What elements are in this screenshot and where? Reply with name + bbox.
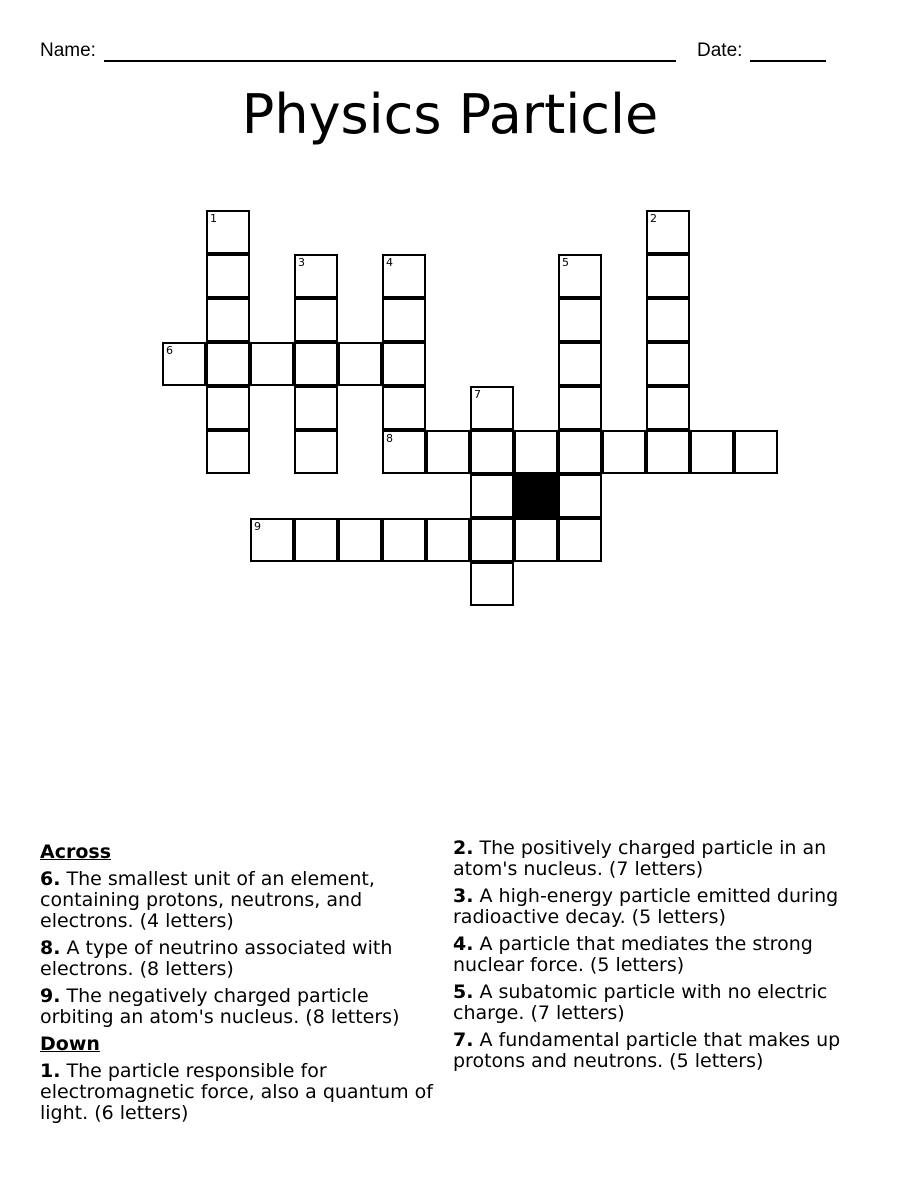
clue-text: A high-energy particle emitted during radioactive decay. (5 letters) [453, 885, 839, 928]
clue-number: 6. [40, 868, 61, 890]
crossword-cell[interactable] [382, 254, 426, 298]
crossword-cell[interactable] [646, 386, 690, 430]
crossword-cell[interactable] [646, 342, 690, 386]
down-heading: Down [40, 1033, 100, 1055]
clue-text: The negatively charged particle orbiting an atom's nucleus. (8 letters) [40, 985, 400, 1028]
crossword-cell[interactable] [294, 298, 338, 342]
clue-down-1 [40, 1061, 440, 1124]
clue-number-label: 7 [474, 388, 481, 401]
date-label: Date: [697, 40, 743, 61]
crossword-cell[interactable] [294, 386, 338, 430]
crossword-cell[interactable] [470, 430, 514, 474]
black-cell [514, 474, 558, 518]
crossword-cell[interactable] [206, 430, 250, 474]
crossword-cell[interactable] [646, 430, 690, 474]
crossword-cell[interactable] [558, 298, 602, 342]
clue-across-9 [40, 986, 440, 1028]
crossword-cell[interactable] [294, 342, 338, 386]
crossword-cell[interactable] [426, 430, 470, 474]
clues-right-column [453, 838, 873, 1078]
clue-text: The smallest unit of an element, containing protons, neutrons, and electrons. (4 letters) [40, 868, 375, 932]
clue-down-3 [453, 886, 873, 928]
clue-number-label: 8 [386, 432, 393, 445]
crossword-cell[interactable] [514, 518, 558, 562]
crossword-cell[interactable] [338, 342, 382, 386]
crossword-cell[interactable] [426, 518, 470, 562]
crossword-cell[interactable] [338, 518, 382, 562]
clue-number-label: 3 [298, 256, 305, 269]
clue-number-label: 2 [650, 212, 657, 225]
crossword-cell[interactable] [470, 562, 514, 606]
crossword-cell[interactable] [206, 386, 250, 430]
crossword-cell[interactable] [558, 342, 602, 386]
clue-text: The particle responsible for electromagnetic force, also a quantum of light. (6 letters) [40, 1060, 433, 1124]
crossword-cell[interactable] [250, 342, 294, 386]
clue-number: 8. [40, 937, 61, 959]
crossword-cell[interactable] [470, 518, 514, 562]
clue-number-label: 1 [210, 212, 217, 225]
crossword-cell[interactable] [294, 254, 338, 298]
crossword-cell[interactable] [514, 430, 558, 474]
crossword-cell[interactable] [382, 342, 426, 386]
crossword-cell[interactable] [646, 210, 690, 254]
clue-number: 1. [40, 1060, 61, 1082]
crossword-cell[interactable] [294, 518, 338, 562]
clue-text: The positively charged particle in an atom's nucleus. (7 letters) [453, 837, 827, 880]
crossword-cell[interactable] [206, 342, 250, 386]
clue-number: 3. [453, 885, 474, 907]
clue-number: 9. [40, 985, 61, 1007]
clue-down-2 [453, 838, 873, 880]
crossword-cell[interactable] [382, 430, 426, 474]
clue-number: 5. [453, 981, 474, 1003]
crossword-cell[interactable] [646, 298, 690, 342]
clue-text: A particle that mediates the strong nuclear force. (5 letters) [453, 933, 813, 976]
clue-down-5 [453, 982, 873, 1024]
crossword-cell[interactable] [558, 518, 602, 562]
crossword-cell[interactable] [206, 298, 250, 342]
name-label: Name: [40, 40, 96, 61]
crossword-cell[interactable] [382, 386, 426, 430]
clue-number-label: 5 [562, 256, 569, 269]
crossword-cell[interactable] [558, 430, 602, 474]
crossword-cell[interactable] [558, 474, 602, 518]
clue-number-label: 6 [166, 344, 173, 357]
crossword-cell[interactable] [734, 430, 778, 474]
crossword-cell[interactable] [470, 474, 514, 518]
clue-text: A type of neutrino associated with electrons. (8 letters) [40, 937, 393, 980]
crossword-cell[interactable] [690, 430, 734, 474]
clue-across-6 [40, 869, 440, 932]
across-heading: Across [40, 841, 112, 863]
clue-number-label: 4 [386, 256, 393, 269]
crossword-cell[interactable] [206, 254, 250, 298]
crossword-cell[interactable] [382, 298, 426, 342]
page-title: Physics Particle [241, 83, 659, 146]
crossword-cell[interactable] [250, 518, 294, 562]
clue-number: 4. [453, 933, 474, 955]
crossword-cell[interactable] [602, 430, 646, 474]
clue-down-7 [453, 1030, 873, 1072]
clue-number-label: 9 [254, 520, 261, 533]
crossword-cell[interactable] [470, 386, 514, 430]
clue-down-4 [453, 934, 873, 976]
crossword-cell[interactable] [558, 386, 602, 430]
clue-number: 7. [453, 1029, 474, 1051]
clue-text: A fundamental particle that makes up protons and neutrons. (5 letters) [453, 1029, 841, 1072]
clue-across-8 [40, 938, 440, 980]
crossword-cell[interactable] [558, 254, 602, 298]
crossword-cell[interactable] [382, 518, 426, 562]
crossword-cell[interactable] [294, 430, 338, 474]
clue-text: A subatomic particle with no electric charge. (7 letters) [453, 981, 828, 1024]
clues-left-column [40, 838, 440, 1130]
clue-number: 2. [453, 837, 474, 859]
crossword-cell[interactable] [206, 210, 250, 254]
crossword-cell[interactable] [646, 254, 690, 298]
crossword-cell[interactable] [162, 342, 206, 386]
